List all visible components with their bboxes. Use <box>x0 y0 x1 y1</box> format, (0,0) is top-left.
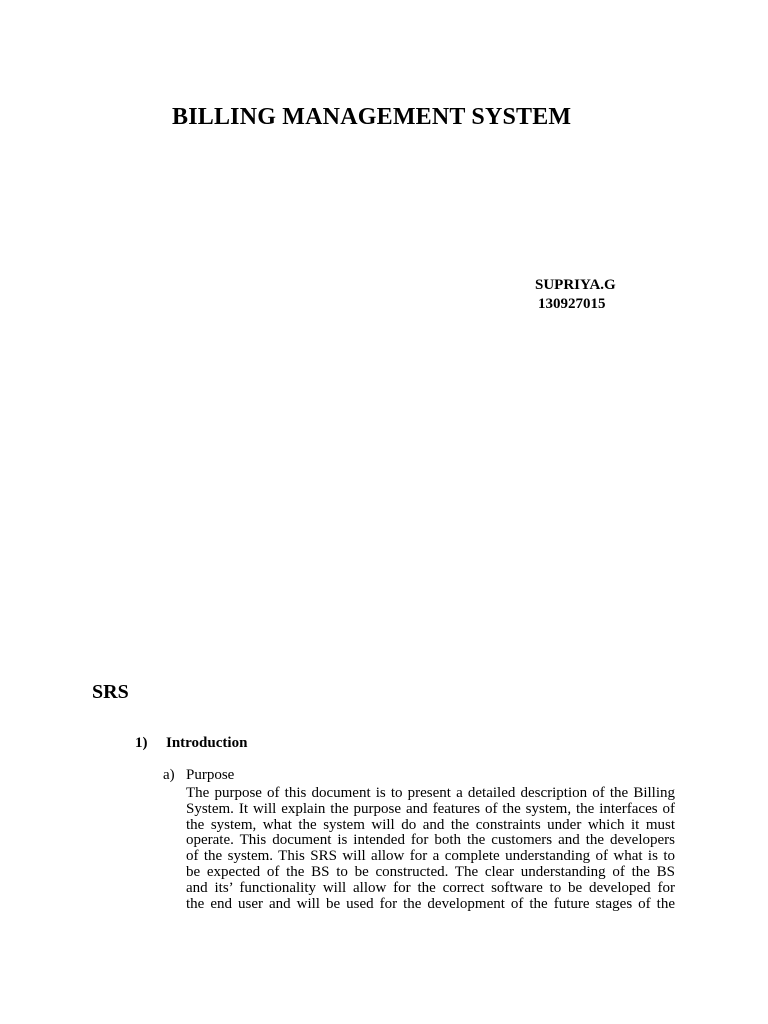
document-title: BILLING MANAGEMENT SYSTEM <box>172 104 572 130</box>
subsection-heading <box>163 767 234 784</box>
author-name: SUPRIYA.G <box>535 277 616 293</box>
paragraph-line: The purpose of this document is to present a detailed description of the Billing <box>186 785 675 801</box>
section-title: Introduction <box>166 735 248 751</box>
paragraph-line: System. It will explain the purpose and features of the system, the interfaces of <box>186 800 675 817</box>
subsection-marker: a) <box>163 767 175 783</box>
subsection-title: Purpose <box>186 767 235 783</box>
paragraph-line: the end user and will be used for the development of the future stages of the <box>186 895 675 912</box>
paragraph-line: be expected of the BS to be constructed. The clear understanding of the BS <box>186 863 675 880</box>
section-number: 1) <box>135 735 148 751</box>
srs-heading: SRS <box>92 681 129 703</box>
paragraph-line: operate. This document is intended for both the customers and the developers <box>186 832 675 849</box>
paragraph-line: the system, what the system will do and the constraints under which it must <box>186 816 675 833</box>
author-id: 130927015 <box>538 296 606 312</box>
author-block <box>535 276 616 314</box>
purpose-paragraph <box>186 786 675 912</box>
paragraph-line: and its’ functionality will allow for the correct software to be developed for <box>186 879 675 896</box>
section-heading <box>135 735 247 752</box>
paragraph-line: of the system. This SRS will allow for a complete understanding of what is to <box>186 848 675 865</box>
